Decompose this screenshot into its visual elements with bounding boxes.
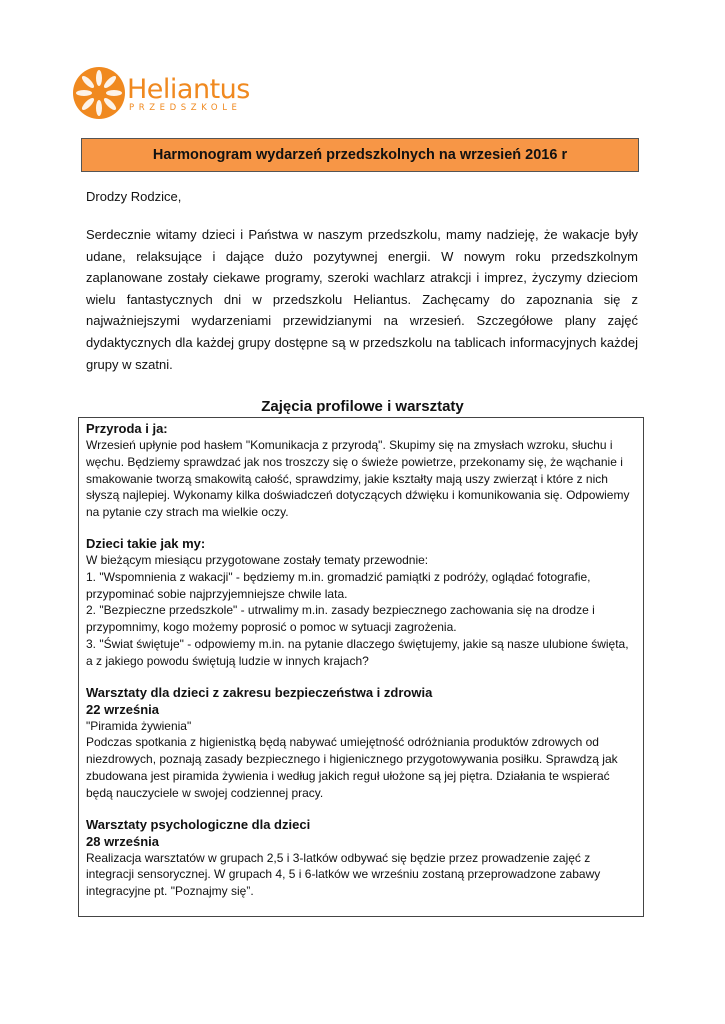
logo-subtitle: PRZEDSZKOLE xyxy=(129,103,242,113)
block-text: Podczas spotkania z higienistką będą nabywać umiejętność odróżniania produktów zdrowych od niezdrowych, poznają zasady bezpiecznego i higienicznego przygotowywania posiłku. Sprawdzą jak zbudowana jest piramida żywienia i według jakich reguł ułożone są jej piętra. Działania te wspierać będą nauczyciele w swojej codziennej pracy. xyxy=(86,735,618,800)
block-safety-workshop xyxy=(86,684,636,802)
block-heading: Warsztaty psychologiczne dla dzieci xyxy=(86,816,311,832)
block-text: 2. "Bezpieczne przedszkole" - utrwalimy m.in. zasady bezpiecznego zachowania się na drodze i przypomnimy, kogo możemy poprosić o pomoc w sytuacji zagrożenia. xyxy=(86,603,595,635)
block-psychology-workshop xyxy=(86,816,636,900)
block-heading: Dzieci takie jak my: xyxy=(86,535,206,551)
block-text: 3. "Świat świętuje" - odpowiemy m.in. na pytanie dlaczego świętujemy, jakie są nasze ulubione święta, a z jakiego powodu świętują ludzie w innych krajach? xyxy=(86,636,629,668)
sunflower-icon xyxy=(72,66,126,120)
block-subtitle: "Piramida żywienia" xyxy=(86,718,192,733)
block-text: Realizacja warsztatów w grupach 2,5 i 3-latków odbywać się będzie przez prowadzenie zajęć z integracji sensorycznej. W grupach 4, 5 i 6-latków we wrześniu zostaną przeprowadzone zabawy integracyjne pt. "Poznajmy się”. xyxy=(86,850,601,899)
section-title: Zajęcia profilowe i warsztaty xyxy=(261,398,464,415)
page-title: Harmonogram wydarzeń przedszkolnych na wrzesień 2016 r xyxy=(81,138,639,172)
block-date: 28 września xyxy=(86,833,159,849)
block-text: 1. "Wspomnienia z wakacji" - będziemy m.in. gromadzić pamiątki z podróży, oglądać fotografie, przypominać sobie najprzyjemniejsze chwile lata. xyxy=(86,569,591,601)
intro-paragraph: Serdecznie witamy dzieci i Państwa w naszym przedszkolu, mamy nadzieję, że wakacje były udane, relaksujące i dające dużo pozytywnej energii. W nowym roku przedszkolnym zaplanowane zostały ciekawe programy, szeroki wachlarz atrakcji i imprez, życzymy dzieciom wielu fantastycznych dni w przedszkolu Heliantus. Zachęcamy do zapoznania się z najważniejszymi wydarzeniami przewidzianymi na wrzesień. Szczegółowe plany zajęć dydaktycznych dla każdej grupy dostępne są w przedszkolu na tablicach informacyjnych każdej grupy w szatni. xyxy=(86,227,638,372)
logo-name: Heliantus xyxy=(127,74,250,105)
activities-box xyxy=(78,417,644,917)
block-text: W bieżącym miesiącu przygotowane zostały tematy przewodnie: xyxy=(86,552,429,567)
block-heading: Przyroda i ja: xyxy=(86,421,168,436)
block-heading: Warsztaty dla dzieci z zakresu bezpieczeństwa i zdrowia xyxy=(86,684,433,700)
block-nature xyxy=(86,420,636,521)
block-text: Wrzesień upłynie pod hasłem "Komunikacja z przyrodą". Skupimy się na zmysłach wzroku, słuchu i węchu. Będziemy sprawdzać jak nos troszczy się o świeże powietrze, przekonamy się, że wąchanie i smakowanie tworzą smakowitą całość, sprawdzimy, jakie kształty mają uszy zwierząt i które z nich słyszą najlepiej. Wykonamy kilka doświadczeń dotyczących dźwięku i komunikowania się. Odpowiemy na pytanie czy strach ma wielkie oczy. xyxy=(86,438,630,520)
block-date: 22 września xyxy=(86,701,159,717)
block-children xyxy=(86,535,636,670)
logo xyxy=(72,66,250,120)
greeting: Drodzy Rodzice, xyxy=(86,189,182,204)
